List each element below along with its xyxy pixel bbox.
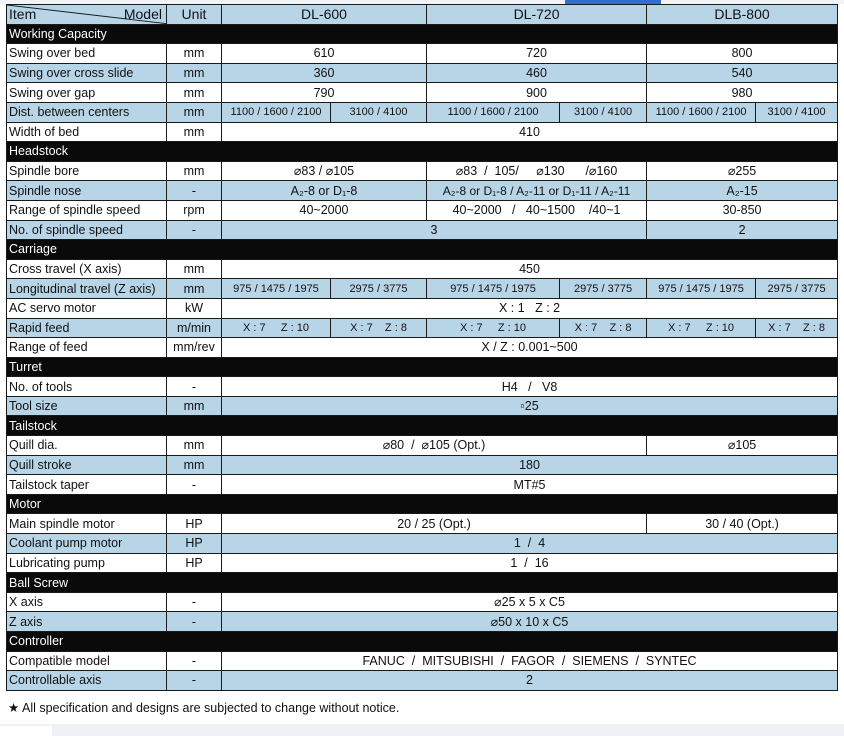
table-row bbox=[7, 475, 838, 495]
value-dlb800: ⌀255 bbox=[647, 161, 838, 181]
section-motor bbox=[7, 494, 838, 514]
value-dlb800-b: 2975 / 3775 bbox=[756, 279, 838, 299]
row-unit: mm bbox=[167, 83, 222, 103]
value-dlb800-a: X : 7 Z : 10 bbox=[647, 318, 756, 338]
value-dlb800: 2 bbox=[647, 220, 838, 240]
value-dl600: 790 bbox=[222, 83, 427, 103]
footnote: ★ All specification and designs are subjected to change without notice. bbox=[8, 701, 400, 715]
value-dlb800: A₂-15 bbox=[647, 181, 838, 201]
row-label: Spindle nose bbox=[7, 181, 167, 201]
section-title: Turret bbox=[7, 357, 838, 377]
table-row bbox=[7, 200, 838, 220]
section-turret bbox=[7, 357, 838, 377]
value-all: 2 bbox=[222, 671, 838, 691]
row-unit: mm bbox=[167, 161, 222, 181]
table-row bbox=[7, 318, 838, 338]
row-unit: - bbox=[167, 592, 222, 612]
spec-table bbox=[6, 4, 838, 691]
value-all: ▫25 bbox=[222, 396, 838, 416]
row-label: X axis bbox=[7, 592, 167, 612]
value-dl720: A₂-8 or D₁-8 / A₂-11 or D₁-11 / A₂-11 bbox=[427, 181, 647, 201]
row-unit: mm bbox=[167, 122, 222, 142]
row-label: Main spindle motor bbox=[7, 514, 167, 534]
table-row bbox=[7, 220, 838, 240]
row-label: Range of feed bbox=[7, 338, 167, 358]
row-unit: HP bbox=[167, 553, 222, 573]
row-label: Lubricating pump bbox=[7, 553, 167, 573]
value-all: 1 / 16 bbox=[222, 553, 838, 573]
table-row bbox=[7, 671, 838, 691]
value-dl600-b: 3100 / 4100 bbox=[331, 102, 427, 122]
table-row bbox=[7, 102, 838, 122]
row-unit: rpm bbox=[167, 200, 222, 220]
row-unit: - bbox=[167, 475, 222, 495]
row-unit: HP bbox=[167, 534, 222, 554]
row-label: No. of spindle speed bbox=[7, 220, 167, 240]
table-row bbox=[7, 377, 838, 397]
section-title: Carriage bbox=[7, 240, 838, 260]
row-unit: - bbox=[167, 671, 222, 691]
value-dl720-b: 3100 / 4100 bbox=[560, 102, 647, 122]
model-header: Model bbox=[123, 6, 162, 22]
value-dl600-a: X : 7 Z : 10 bbox=[222, 318, 331, 338]
table-row bbox=[7, 63, 838, 83]
row-label: Cross travel (X axis) bbox=[7, 259, 167, 279]
row-label: Compatible model bbox=[7, 651, 167, 671]
section-working-capacity bbox=[7, 24, 838, 44]
row-label: Swing over cross slide bbox=[7, 63, 167, 83]
table-row bbox=[7, 553, 838, 573]
value-dl600: 360 bbox=[222, 63, 427, 83]
value-dl600-b: 2975 / 3775 bbox=[331, 279, 427, 299]
value-dl720: 720 bbox=[427, 44, 647, 64]
table-row bbox=[7, 279, 838, 299]
bottom-bar-tab bbox=[0, 726, 52, 736]
row-unit: mm/rev bbox=[167, 338, 222, 358]
table-row bbox=[7, 338, 838, 358]
table-row bbox=[7, 161, 838, 181]
value-dl600: 610 bbox=[222, 44, 427, 64]
model-dlb800-header: DLB-800 bbox=[647, 5, 838, 25]
section-title: Motor bbox=[7, 494, 838, 514]
value-all: ⌀25 x 5 x C5 bbox=[222, 592, 838, 612]
section-title: Headstock bbox=[7, 142, 838, 162]
value-all: X / Z : 0.001~500 bbox=[222, 338, 838, 358]
value-dl600: 40~2000 bbox=[222, 200, 427, 220]
value-all: 180 bbox=[222, 455, 838, 475]
row-label: Coolant pump motor bbox=[7, 534, 167, 554]
row-unit: - bbox=[167, 377, 222, 397]
value-dl600: ⌀83 / ⌀105 bbox=[222, 161, 427, 181]
value-dlb800-b: X : 7 Z : 8 bbox=[756, 318, 838, 338]
table-row bbox=[7, 298, 838, 318]
value-all: MT#5 bbox=[222, 475, 838, 495]
value-dlb800: 800 bbox=[647, 44, 838, 64]
value-dlb800: ⌀105 bbox=[647, 436, 838, 456]
value-dl720-a: 975 / 1475 / 1975 bbox=[427, 279, 560, 299]
value-dl720: 900 bbox=[427, 83, 647, 103]
value-dl720-b: 2975 / 3775 bbox=[560, 279, 647, 299]
model-dl720-header: DL-720 bbox=[427, 5, 647, 25]
value-all: 450 bbox=[222, 259, 838, 279]
value-dl600-dl720: ⌀80 / ⌀105 (Opt.) bbox=[222, 436, 647, 456]
row-unit: HP bbox=[167, 514, 222, 534]
section-tailstock bbox=[7, 416, 838, 436]
value-dl600-dl720: 3 bbox=[222, 220, 647, 240]
row-unit: - bbox=[167, 612, 222, 632]
row-label: Quill dia. bbox=[7, 436, 167, 456]
row-unit: - bbox=[167, 651, 222, 671]
row-unit: kW bbox=[167, 298, 222, 318]
section-title: Controller bbox=[7, 632, 838, 652]
table-row bbox=[7, 612, 838, 632]
value-dl600-b: X : 7 Z : 8 bbox=[331, 318, 427, 338]
value-all: X : 1 Z : 2 bbox=[222, 298, 838, 318]
row-label: No. of tools bbox=[7, 377, 167, 397]
table-row bbox=[7, 181, 838, 201]
row-unit: mm bbox=[167, 436, 222, 456]
row-label: Quill stroke bbox=[7, 455, 167, 475]
table-row bbox=[7, 514, 838, 534]
row-label: Z axis bbox=[7, 612, 167, 632]
row-label: AC servo motor bbox=[7, 298, 167, 318]
table-row bbox=[7, 651, 838, 671]
unit-header: Unit bbox=[167, 5, 222, 25]
table-row bbox=[7, 592, 838, 612]
row-unit: mm bbox=[167, 102, 222, 122]
row-unit: mm bbox=[167, 44, 222, 64]
row-label: Tool size bbox=[7, 396, 167, 416]
value-all: 410 bbox=[222, 122, 838, 142]
row-label: Spindle bore bbox=[7, 161, 167, 181]
value-dl720: ⌀83 / 105/ ⌀130 /⌀160 bbox=[427, 161, 647, 181]
row-label: Dist. between centers bbox=[7, 102, 167, 122]
row-unit: m/min bbox=[167, 318, 222, 338]
table-row bbox=[7, 83, 838, 103]
row-label: Rapid feed bbox=[7, 318, 167, 338]
row-label: Controllable axis bbox=[7, 671, 167, 691]
item-header: Item bbox=[9, 6, 37, 22]
section-title: Ball Screw bbox=[7, 573, 838, 593]
model-dl600-header: DL-600 bbox=[222, 5, 427, 25]
table-row bbox=[7, 122, 838, 142]
section-title: Working Capacity bbox=[7, 24, 838, 44]
value-all: FANUC / MITSUBISHI / FAGOR / SIEMENS / SYNTEC bbox=[222, 651, 838, 671]
row-unit: mm bbox=[167, 279, 222, 299]
row-label: Width of bed bbox=[7, 122, 167, 142]
value-dlb800: 30 / 40 (Opt.) bbox=[647, 514, 838, 534]
value-dl600-a: 975 / 1475 / 1975 bbox=[222, 279, 331, 299]
section-headstock bbox=[7, 142, 838, 162]
bottom-bar bbox=[0, 724, 844, 736]
table-row bbox=[7, 534, 838, 554]
row-label: Swing over gap bbox=[7, 83, 167, 103]
value-dl600-dl720: 20 / 25 (Opt.) bbox=[222, 514, 647, 534]
section-carriage bbox=[7, 240, 838, 260]
row-unit: - bbox=[167, 220, 222, 240]
row-label: Longitudinal travel (Z axis) bbox=[7, 279, 167, 299]
value-dl720: 460 bbox=[427, 63, 647, 83]
row-unit: mm bbox=[167, 63, 222, 83]
header-row bbox=[7, 5, 838, 25]
table-row bbox=[7, 455, 838, 475]
section-ball-screw bbox=[7, 573, 838, 593]
value-dlb800: 540 bbox=[647, 63, 838, 83]
table-row bbox=[7, 396, 838, 416]
value-dl600: A₂-8 or D₁-8 bbox=[222, 181, 427, 201]
row-unit: - bbox=[167, 181, 222, 201]
section-controller bbox=[7, 632, 838, 652]
section-title: Tailstock bbox=[7, 416, 838, 436]
value-dlb800-b: 3100 / 4100 bbox=[756, 102, 838, 122]
row-unit: mm bbox=[167, 259, 222, 279]
value-dl720-b: X : 7 Z : 8 bbox=[560, 318, 647, 338]
row-label: Swing over bed bbox=[7, 44, 167, 64]
value-dl720-a: 1100 / 1600 / 2100 bbox=[427, 102, 560, 122]
value-dl720: 40~2000 / 40~1500 /40~1 bbox=[427, 200, 647, 220]
table-row bbox=[7, 44, 838, 64]
table-row bbox=[7, 259, 838, 279]
value-dl600-a: 1100 / 1600 / 2100 bbox=[222, 102, 331, 122]
value-dlb800: 30-850 bbox=[647, 200, 838, 220]
value-all: ⌀50 x 10 x C5 bbox=[222, 612, 838, 632]
value-dlb800: 980 bbox=[647, 83, 838, 103]
table-row bbox=[7, 436, 838, 456]
row-unit: mm bbox=[167, 396, 222, 416]
item-model-corner bbox=[7, 5, 167, 25]
row-unit: mm bbox=[167, 455, 222, 475]
row-label: Range of spindle speed bbox=[7, 200, 167, 220]
value-all: H4 / V8 bbox=[222, 377, 838, 397]
value-dl720-a: X : 7 Z : 10 bbox=[427, 318, 560, 338]
row-label: Tailstock taper bbox=[7, 475, 167, 495]
value-dlb800-a: 1100 / 1600 / 2100 bbox=[647, 102, 756, 122]
value-all: 1 / 4 bbox=[222, 534, 838, 554]
value-dlb800-a: 975 / 1475 / 1975 bbox=[647, 279, 756, 299]
